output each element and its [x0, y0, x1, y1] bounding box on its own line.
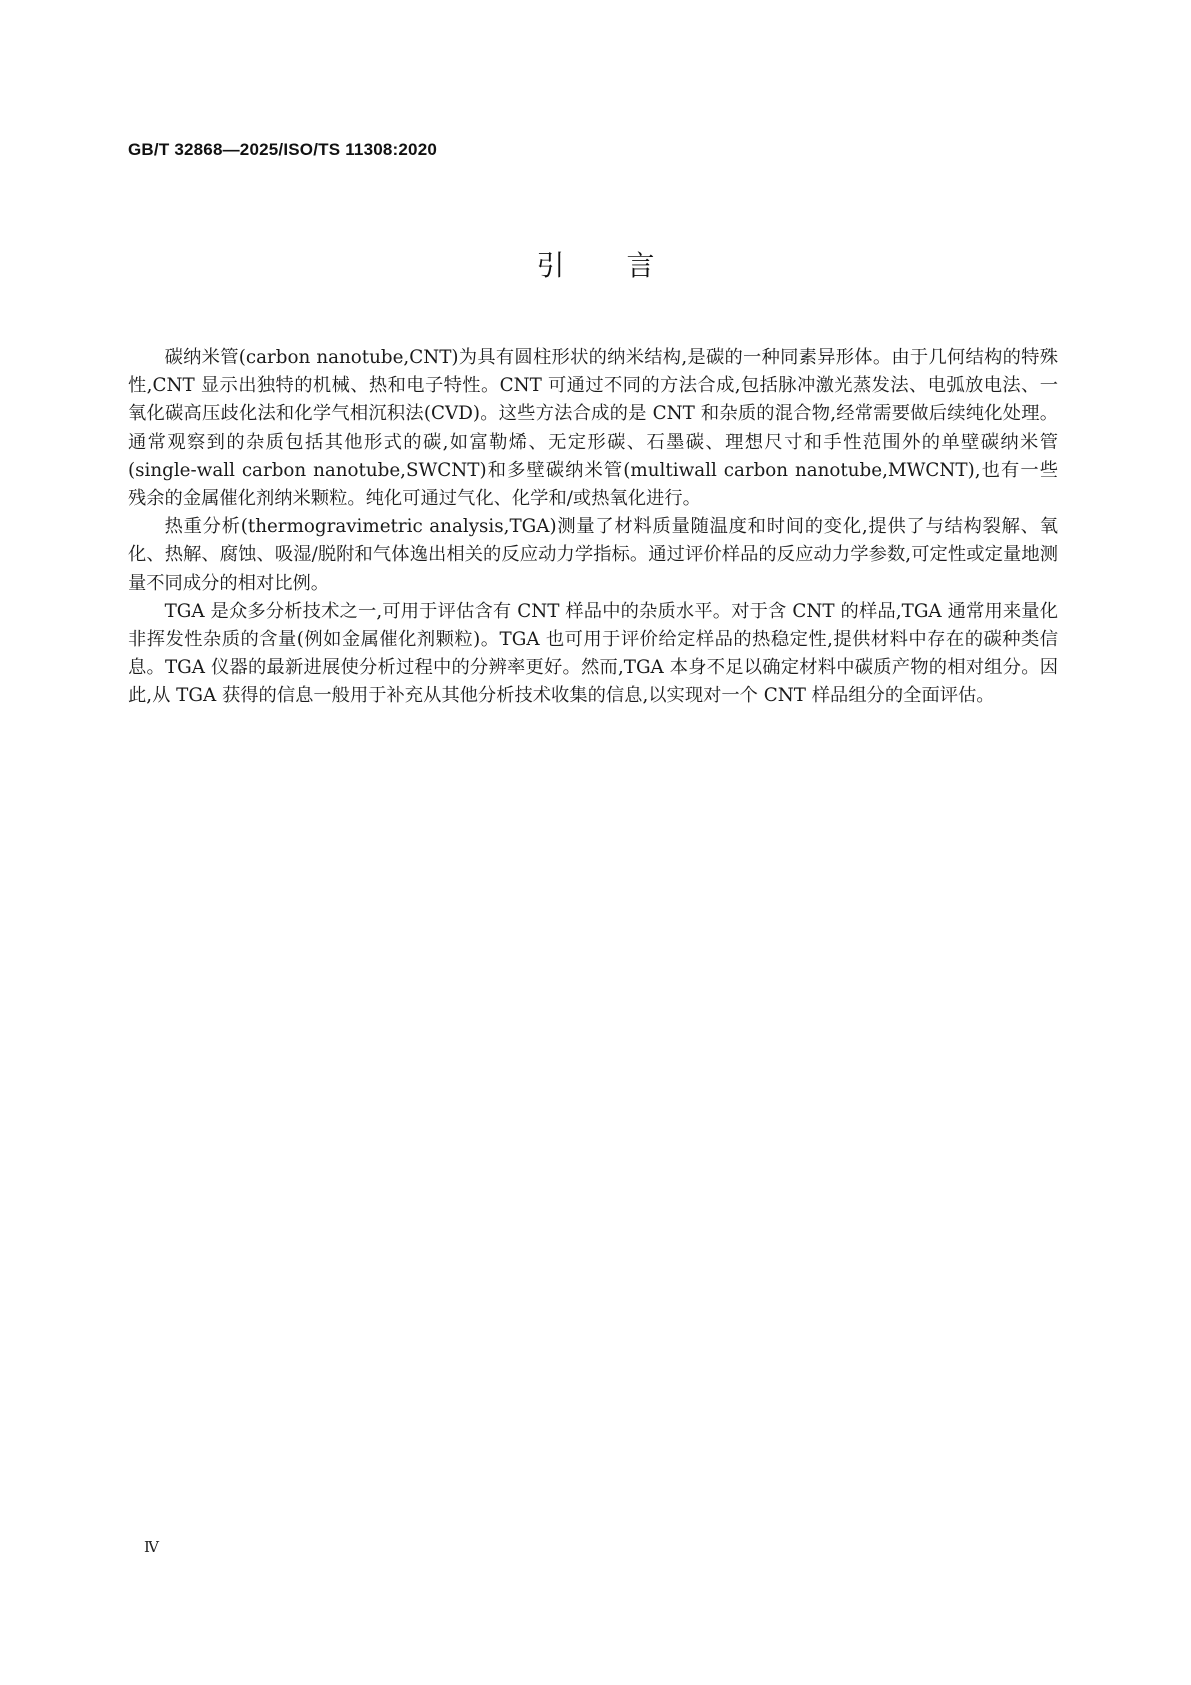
introduction-body: [128, 344, 1058, 711]
paragraph-3: TGA 是众多分析技术之一,可用于评估含有 CNT 样品中的杂质水平。对于含 CNT 的样品,TGA 通常用来量化非挥发性杂质的含量(例如金属催化剂颗粒)。TGA 也可用于评价给定样品的热稳定性,提供材料中存在的碳种类信息。TGA 仪器的最新进展使分析过程中的分辨率更好。然而,TGA 本身不足以确定材料中碳质产物的相对组分。因此,从 TGA 获得的信息一般用于补充从其他分析技术收集的信息,以实现对一个 CNT 样品组分的全面评估。: [128, 600, 1058, 707]
page-number: Ⅳ: [144, 1538, 159, 1556]
paragraph-2: 热重分析(thermogravimetric analysis,TGA)测量了材料质量随温度和时间的变化,提供了与结构裂解、氧化、热解、腐蚀、吸湿/脱附和气体逸出相关的反应动力学指标。通过评价样品的反应动力学参数,可定性或定量地测量不同成分的相对比例。: [128, 516, 1058, 594]
standard-code-header: GB/T 32868—2025/ISO/TS 11308:2020: [128, 140, 438, 159]
page-title: 引言: [536, 249, 717, 282]
paragraph-1: 碳纳米管(carbon nanotube,CNT)为具有圆柱形状的纳米结构,是碳的一种同素异形体。由于几何结构的特殊性,CNT 显示出独特的机械、热和电子特性。CNT 可通过不同的方法合成,包括脉冲激光蒸发法、电弧放电法、一氧化碳高压歧化法和化学气相沉积法(CVD)。这些方法合成的是 CNT 和杂质的混合物,经常需要做后续纯化处理。通常观察到的杂质包括其他形式的碳,如富勒烯、无定形碳、石墨碳、理想尺寸和手性范围外的单壁碳纳米管(single-wall carbon nanotube,SWCNT)和多壁碳纳米管(multiwall carbon nanotube,MWCNT),也有一些残余的金属催化剂纳米颗粒。纯化可通过气化、化学和/或热氧化进行。: [128, 347, 1058, 510]
